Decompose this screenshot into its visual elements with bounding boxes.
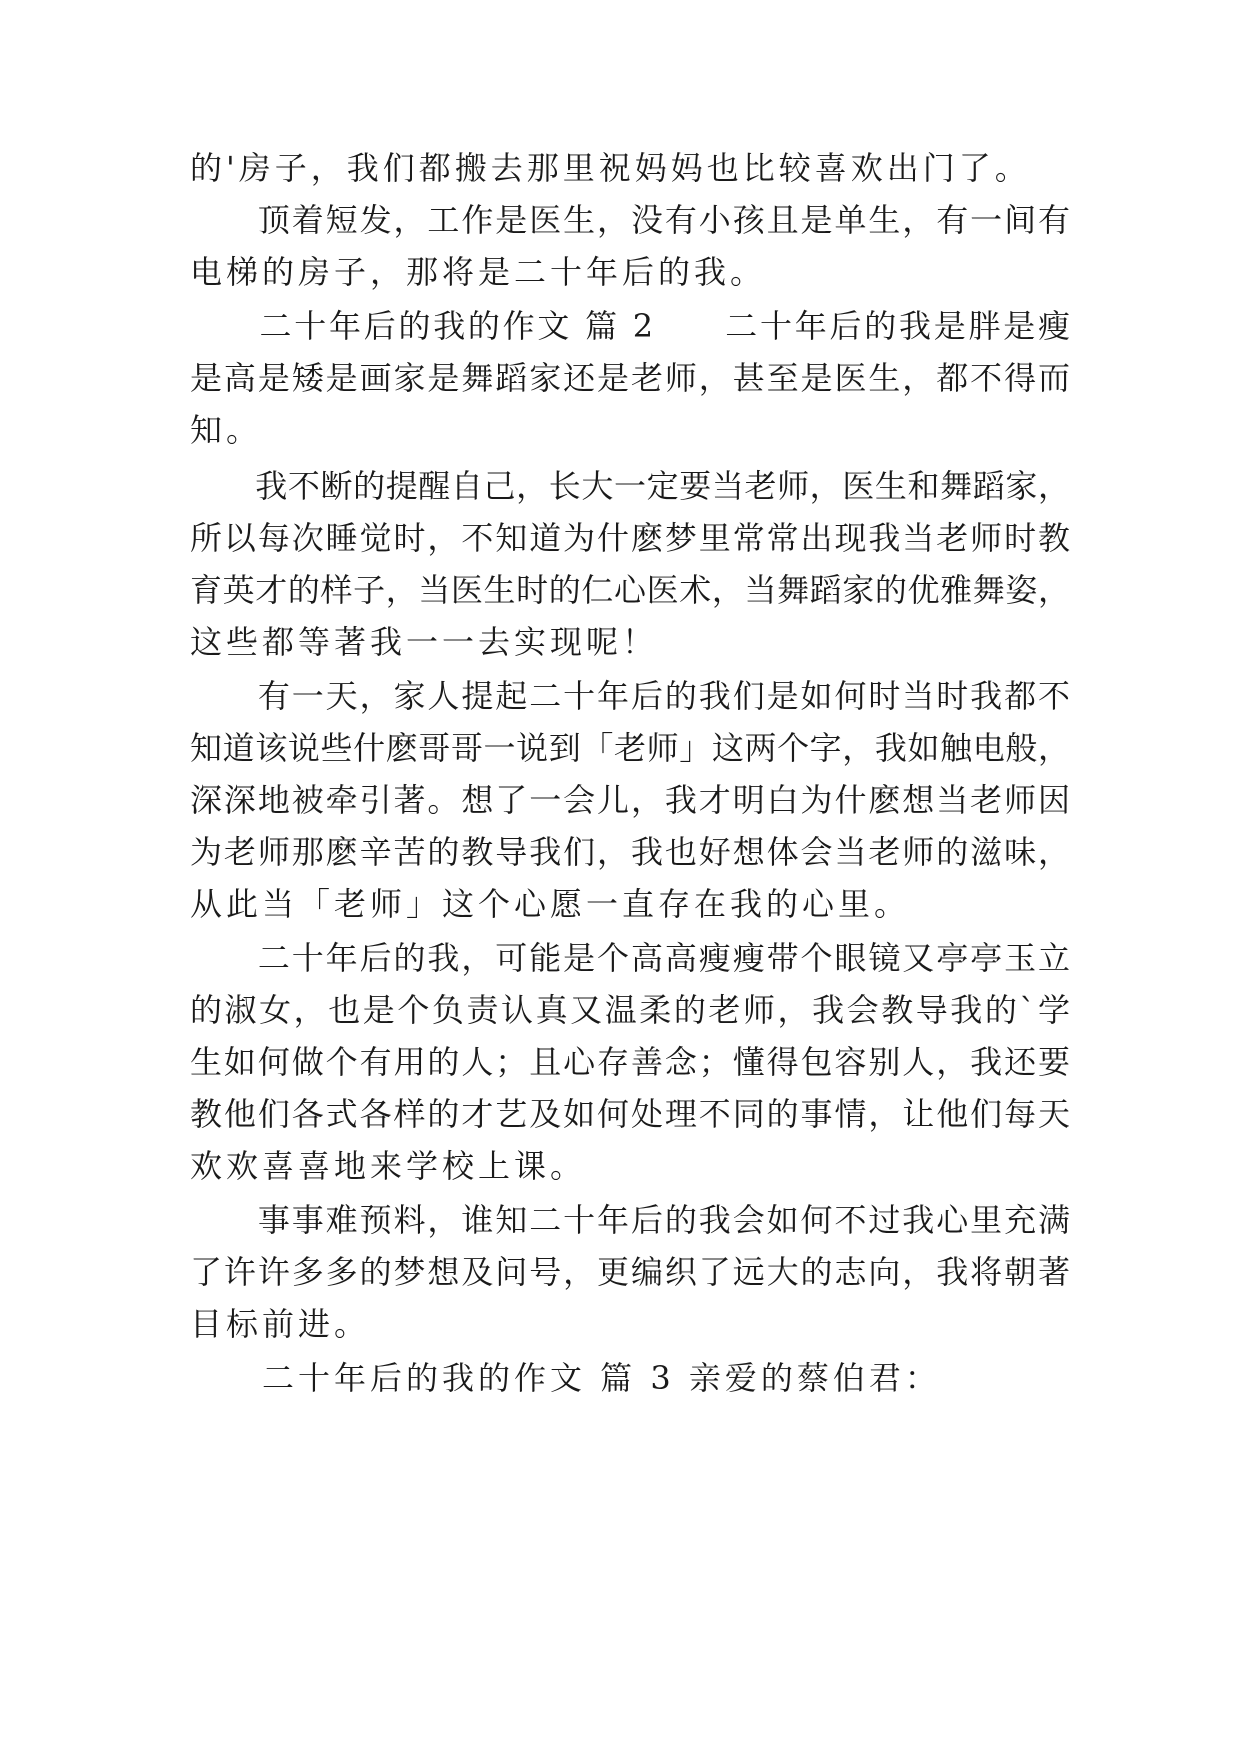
text-line: 的淑女，也是个负责认真又温柔的老师，我会教导我的`学 (190, 991, 1070, 1029)
text-line: 二十年后的我的作文 篇 3 亲爱的蔡伯君： (190, 1359, 941, 1397)
text-line: 顶着短发，工作是医生，没有小孩且是单生，有一间有 (190, 201, 1070, 239)
text-line: 二十年后的我，可能是个高高瘦瘦带个眼镜又亭亭玉立 (190, 939, 1070, 977)
text-line: 生如何做个有用的人；且心存善念；懂得包容别人，我还要 (190, 1043, 1070, 1081)
text-line: 我不断的提醒自己，长大一定要当老师，医生和舞蹈家， (190, 467, 1070, 505)
text-line: 所以每次睡觉时，不知道为什麽梦里常常出现我当老师时教 (190, 519, 1070, 557)
text-line: 育英才的样子，当医生时的仁心医术，当舞蹈家的优雅舞姿， (190, 571, 1070, 609)
text-line: 有一天，家人提起二十年后的我们是如何时当时我都不 (190, 677, 1070, 715)
text-line: 是高是矮是画家是舞蹈家还是老师，甚至是医生，都不得而 (190, 359, 1070, 397)
text-line: 知道该说些什麽哥哥一说到「老师」这两个字，我如触电般， (190, 729, 1070, 767)
text-line: 从此当「老师」这个心愿一直存在我的心里。 (190, 885, 911, 923)
text-line: 知。 (190, 411, 263, 449)
text-line: 这些都等著我一一去实现呢！ (190, 623, 659, 661)
text-line: 二十年后的我的作文 篇 2 二十年后的我是胖是瘦 (190, 307, 1070, 345)
text-line: 了许许多多的梦想及问号，更编织了远大的志向，我将朝著 (190, 1253, 1070, 1291)
text-line: 教他们各式各样的才艺及如何处理不同的事情，让他们每天 (190, 1095, 1070, 1133)
text-line: 欢欢喜喜地来学校上课。 (190, 1147, 587, 1185)
text-line: 深深地被牵引著。想了一会儿，我才明白为什麽想当老师因 (190, 781, 1070, 819)
text-line: 电梯的房子，那将是二十年后的我。 (190, 253, 767, 291)
text-line: 目标前进。 (190, 1305, 371, 1343)
text-line: 事事难预料，谁知二十年后的我会如何不过我心里充满 (190, 1201, 1070, 1239)
text-line: 为老师那麽辛苦的教导我们，我也好想体会当老师的滋味， (190, 833, 1070, 871)
text-line: 的'房子，我们都搬去那里祝妈妈也比较喜欢出门了。 (190, 149, 1031, 187)
